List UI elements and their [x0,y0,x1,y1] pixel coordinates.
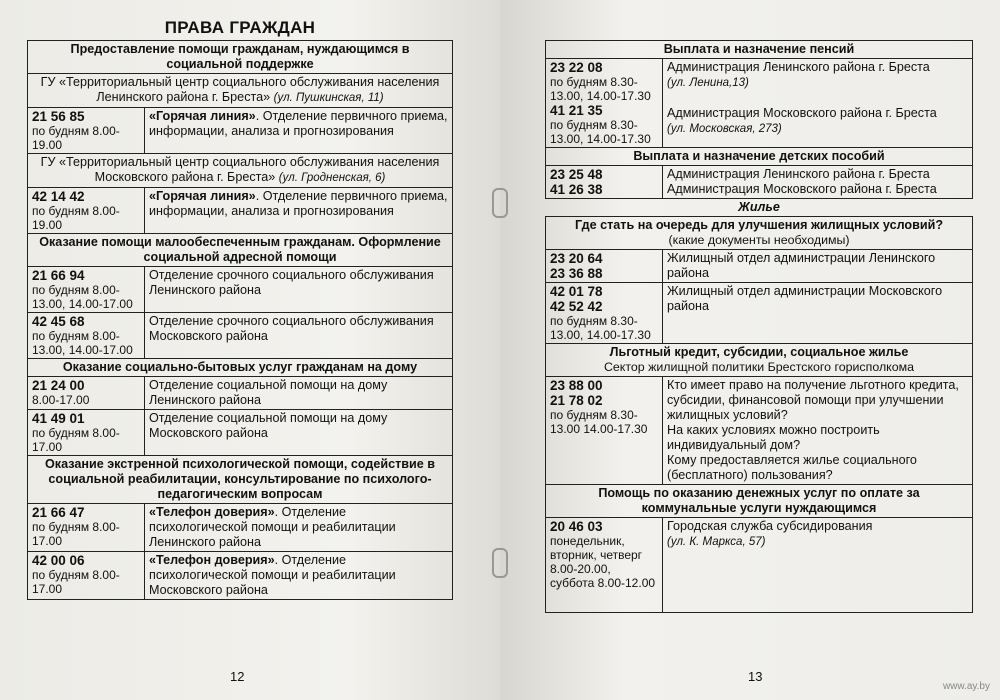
section-heading: Помощь по оказанию денежных услуг по оплате за коммунальные услуги нуждающимся [546,485,973,518]
desc-cell: Администрация Ленинского района г. Бреста Администрация Московского района г. Бреста [663,166,973,199]
table-row [28,313,453,359]
desc-cell: Кто имеет право на получение льготного кредита, субсидии, финансовой помощи при улучшении жилищных условий? На каких условиях можно построить индивидуальный дом? Кому предоставляется жилье социального (бесплатного) пользования? [663,377,973,485]
phone-cell: 23 88 00 21 78 02 по будням 8.30-13.00 14.00-17.30 [546,377,663,485]
section-heading: Предоставление помощи гражданам, нуждающимся в социальной поддержке [28,41,453,74]
table-row [546,59,973,148]
phone-cell: 23 22 08 по будням 8.30-13.00, 14.00-17.30 41 21 35 по будням 8.30-13.00, 14.00-17.30 [546,59,663,148]
desc-cell: Отделение срочного социального обслуживания Ленинского района [145,267,453,313]
staple [492,548,508,578]
phone-cell: 42 00 06 по будням 8.00-17.00 [28,552,145,600]
phone-cell: 21 24 00 8.00-17.00 [28,377,145,410]
phone-cell: 21 66 94 по будням 8.00-13.00, 14.00-17.00 [28,267,145,313]
phone-cell: 21 56 85 по будням 8.00-19.00 [28,108,145,154]
desc-cell: «Горячая линия». Отделение первичного приема, информации, анализа и прогнозирования [145,108,453,154]
desc-cell: «Телефон доверия». Отделение психологической помощи и реабилитации Ленинского района [145,504,453,552]
section-heading: Оказание помощи малообеспеченным гражданам. Оформление социальной адресной помощи [28,234,453,267]
phone-cell: 23 20 64 23 36 88 [546,250,663,283]
table-row [28,188,453,234]
right-table [545,40,973,613]
desc-cell: Жилищный отдел администрации Московского района [663,283,973,344]
left-table [27,40,453,600]
desc-cell: Отделение социальной помощи на дому Московского района [145,410,453,456]
org-row: ГУ «Территориальный центр социального обслуживания населения Московского района г. Бреста» (ул. Гродненская, 6) [28,154,453,188]
phone-cell: 42 45 68 по будням 8.00-13.00, 14.00-17.00 [28,313,145,359]
desc-cell: Отделение срочного социального обслуживания Московского района [145,313,453,359]
phone-cell: 21 66 47 по будням 8.00-17.00 [28,504,145,552]
table-row [28,267,453,313]
page-number: 12 [230,669,245,684]
phone-cell: 23 25 48 41 26 38 [546,166,663,199]
section-heading: Льготный кредит, субсидии, социальное жилье Сектор жилищной политики Брестского горисполкома [546,344,973,377]
section-heading: Выплата и назначение детских пособий [546,148,973,166]
table-row [546,166,973,199]
table-row [28,552,453,600]
desc-cell: Жилищный отдел администрации Ленинского района [663,250,973,283]
desc-cell: Отделение социальной помощи на дому Ленинского района [145,377,453,410]
staple [492,188,508,218]
org-row: ГУ «Территориальный центр социального обслуживания населения Ленинского района г. Бреста» (ул. Пушкинская, 11) [28,74,453,108]
section-heading: Оказание социально-бытовых услуг гражданам на дому [28,359,453,377]
desc-cell: Городская служба субсидирования (ул. К. Маркса, 57) [663,518,973,613]
table-row [28,377,453,410]
table-row [546,250,973,283]
phone-cell: 42 14 42 по будням 8.00-19.00 [28,188,145,234]
table-row [28,108,453,154]
watermark: www.ay.by [942,681,990,692]
table-row [28,504,453,552]
section-heading: Где стать на очередь для улучшения жилищных условий? (какие документы необходимы) [546,217,973,250]
phone-cell: 41 49 01 по будням 8.00-17.00 [28,410,145,456]
right-page [500,0,1000,700]
section-heading: Оказание экстренной психологической помощи, содействие в социальной реабилитации, консультирование по психолого-педагогическим вопросам [28,456,453,504]
table-row [546,283,973,344]
phone-cell: 42 01 78 42 52 42 по будням 8.30-13.00, 14.00-17.30 [546,283,663,344]
desc-cell: «Горячая линия». Отделение первичного приема, информации, анализа и прогнозирования [145,188,453,234]
page-number: 13 [748,669,763,684]
desc-cell: Администрация Ленинского района г. Бреста (ул. Ленина,13) Администрация Московского района г. Бреста (ул. Московская, 273) [663,59,973,148]
phone-cell: 20 46 03 понедельник, вторник, четверг 8.00-20.00, суббота 8.00-12.00 [546,518,663,613]
section-heading: Выплата и назначение пенсий [546,41,973,59]
page-title: ПРАВА ГРАЖДАН [164,18,316,37]
table-row [546,377,973,485]
table-row [28,410,453,456]
desc-cell: «Телефон доверия». Отделение психологической помощи и реабилитации Московского района [145,552,453,600]
table-row [546,518,973,613]
housing-label: Жилье [546,199,973,217]
